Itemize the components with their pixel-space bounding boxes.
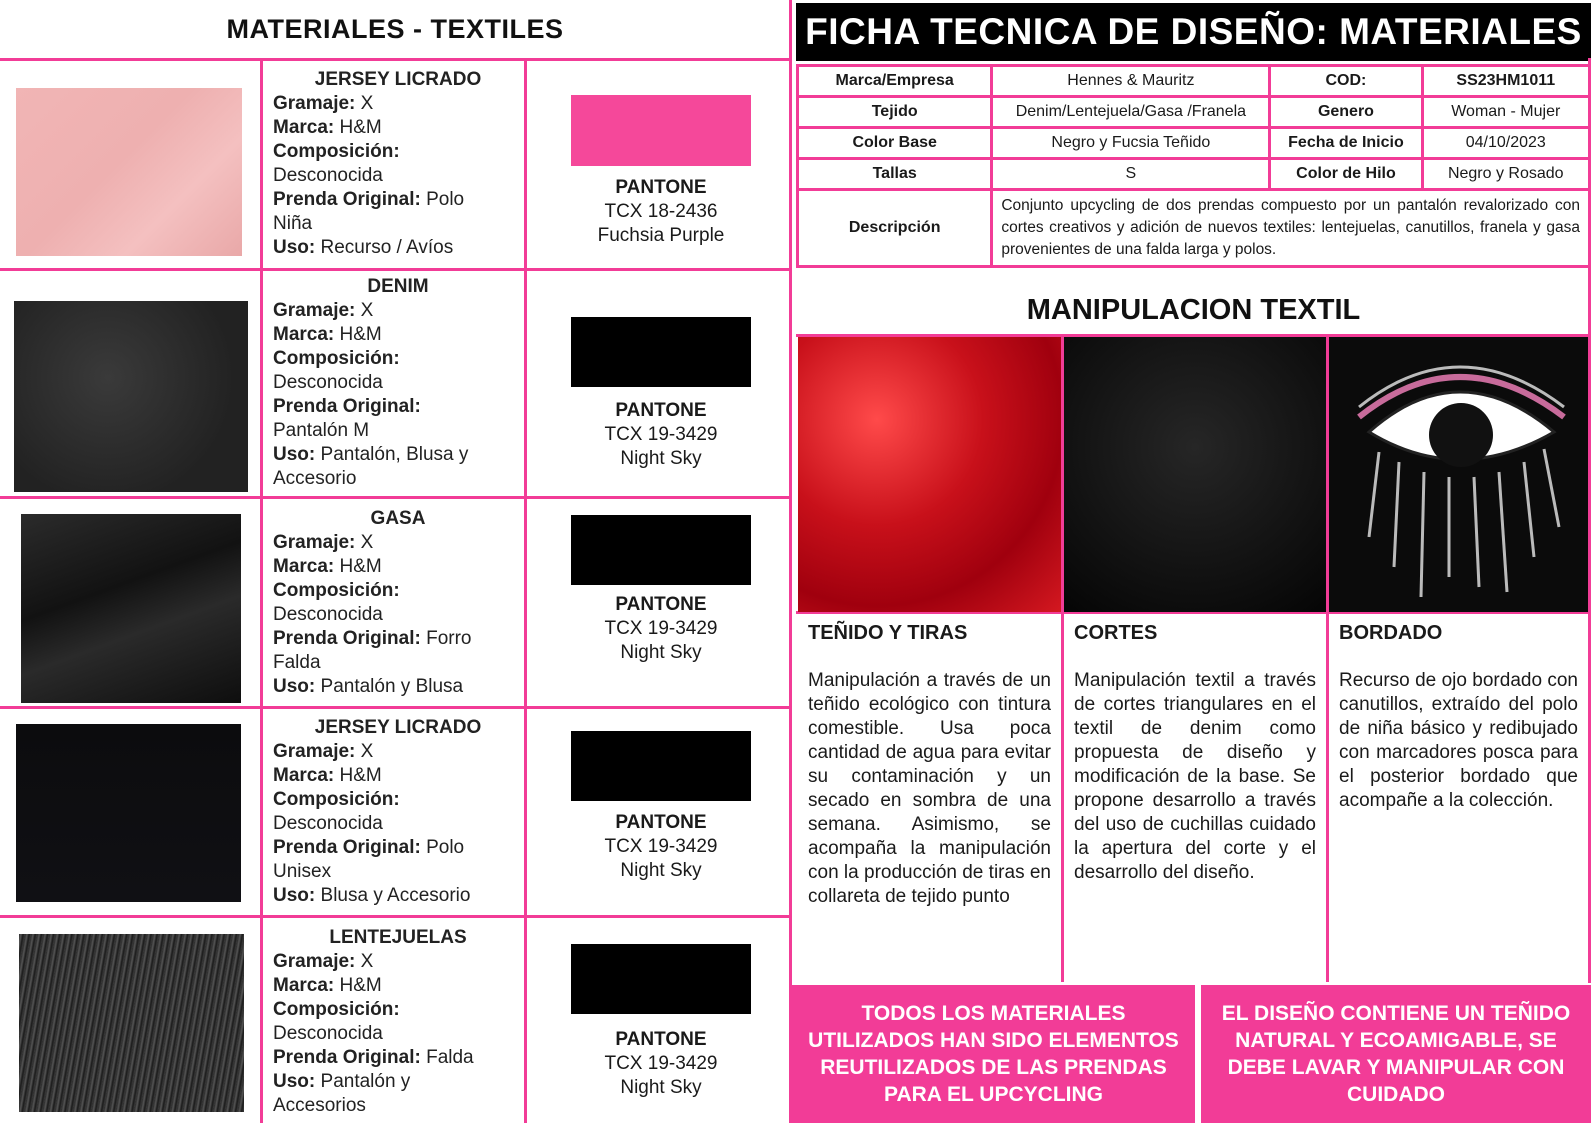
fabric-photo-jersey-black (16, 724, 241, 902)
hilo-value: Negro y Rosado (1422, 159, 1589, 190)
fabric-photo-denim (14, 301, 248, 492)
fabric-photo-jersey-pink (16, 88, 242, 256)
fecha-value: 04/10/2023 (1422, 128, 1589, 159)
cod-value: SS23HM1011 (1422, 66, 1589, 97)
manipulacion-title: MANIPULACION TEXTIL (1026, 293, 1361, 326)
pantone-chip (571, 317, 751, 387)
banner-cuidado: EL DISEÑO CONTIENE UN TEÑIDO NATURAL Y ECOAMIGABLE, SE DEBE LAVAR Y MANIPULAR CON CUIDADO (1201, 985, 1591, 1123)
fecha-label: Fecha de Inicio (1270, 128, 1422, 159)
material-info-4: JERSEY LICRADO Gramaje: X Marca: H&M Composición: Desconocida Prenda Original: Polo Unisex Uso: Blusa y Accesorio (273, 717, 482, 906)
tallas-label: Tallas (798, 159, 992, 190)
material-info-1: JERSEY LICRADO Gramaje: X Marca: H&M Composición: Desconocida Prenda Original: Polo Niña Uso: Recurso / Avíos (273, 68, 493, 260)
tejido-label: Tejido (798, 97, 992, 128)
material-info-3: GASA Gramaje: X Marca: H&M Composición: Desconocida Prenda Original: Forro Falda Uso: Pantalón y Blusa (273, 508, 472, 697)
materials-title: MATERIALES - TEXTILES (226, 13, 564, 44)
pantone-chip (571, 515, 751, 585)
material-info-5: LENTEJUELAS Gramaje: X Marca: H&M Composición: Desconocida Prenda Original: Falda Uso: Pantalón y Accesorios (273, 927, 474, 1116)
color-label: Color Base (798, 128, 992, 159)
pantone-block-5: PANTONE TCX 19-3429 Night Sky (530, 944, 792, 1100)
descripcion-label: Descripción (798, 190, 992, 267)
manip-tenido: TEÑIDO Y TIRAS Manipulación a través de un teñido ecológico con tintura comestible. Usa poca cantidad de agua para evitar su contaminación y un secado en sombra de una semana. Asimismo, se acompaña la manipulación con la producción de tiras en collareta de tejido punto (808, 622, 1051, 907)
pantone-block-3: PANTONE TCX 19-3429 Night Sky (530, 515, 792, 665)
pantone-block-1: PANTONE TCX 18-2436 Fuchsia Purple (530, 95, 792, 248)
fabric-photo-lentejuelas (19, 934, 244, 1112)
fabric-photo-gasa (21, 514, 241, 703)
marca-value: Hennes & Mauritz (992, 66, 1270, 97)
hilo-label: Color de Hilo (1270, 159, 1422, 190)
banner-reutilizados: TODOS LOS MATERIALES UTILIZADOS HAN SIDO ELEMENTOS REUTILIZADOS DE LAS PRENDAS PARA EL UPCYCLING (792, 985, 1195, 1123)
pantone-block-2: PANTONE TCX 19-3429 Night Sky (530, 317, 792, 471)
marca-label: Marca/Empresa (798, 66, 992, 97)
descripcion-value: Conjunto upcycling de dos prendas compuesto por un pantalón revalorizado con cortes creativos y adición de nuevos textiles: lentejuelas, canutillos, franela y gasa provenientes de una falda larga y polos. (992, 190, 1590, 267)
photo-tenido-tiras (798, 337, 1061, 612)
cod-label: COD: (1270, 66, 1422, 97)
material-info-2: DENIM Gramaje: X Marca: H&M Composición: Desconocida Prenda Original: Pantalón M Uso: Pantalón, Blusa y Accesorio (273, 276, 469, 489)
manip-cortes: CORTES Manipulación textil a través de cortes triangulares en el textil de denim como propuesta de diseño y modificación de la base. Se propone desarrollo a través del uso de cuchillas cuidado la apertura del corte y el desarrollo del diseño. (1074, 622, 1316, 883)
pantone-block-4: PANTONE TCX 19-3429 Night Sky (530, 731, 792, 883)
photo-cortes (1064, 337, 1326, 612)
genero-value: Woman - Mujer (1422, 97, 1589, 128)
pantone-chip (571, 944, 751, 1014)
color-value: Negro y Fucsia Teñido (992, 128, 1270, 159)
pantone-chip (571, 731, 751, 801)
pantone-chip (571, 95, 751, 166)
manip-bordado: BORDADO Recurso de ojo bordado con canutillos, extraído del polo de niña básico y redibujado con marcadores posca para el posterior bordado que acompañe a la colección. (1339, 622, 1578, 811)
tejido-value: Denim/Lentejuela/Gasa /Franela (992, 97, 1270, 128)
photo-bordado (1329, 337, 1588, 612)
ficha-title: FICHA TECNICA DE DISEÑO: MATERIALES (796, 3, 1591, 61)
eye-embroidery-icon (1329, 337, 1588, 612)
material-name: JERSEY LICRADO (314, 69, 482, 90)
tallas-value: S (992, 159, 1270, 190)
ficha-table (796, 64, 1591, 268)
genero-label: Genero (1270, 97, 1422, 128)
